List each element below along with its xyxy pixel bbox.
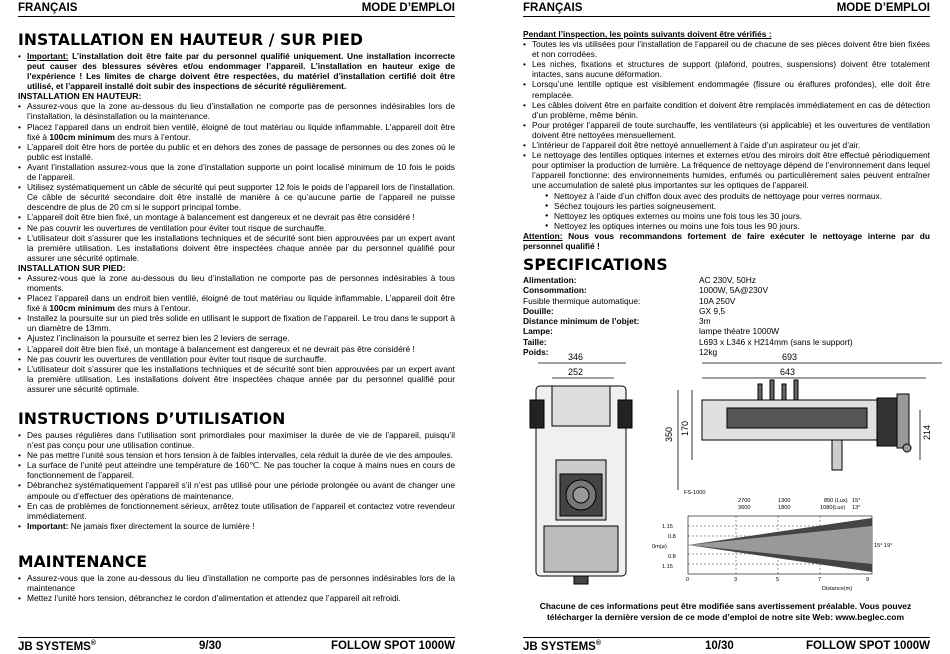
list-item: • Ajustez l’inclinaison la poursuite et serrez bien les 2 leviers de serrage. <box>18 333 455 343</box>
x-label: 5 <box>776 577 780 583</box>
hauteur-list <box>18 101 455 263</box>
instructions-section <box>18 411 455 531</box>
list-item: ● Nettoyez à l’aide d’un chiffon doux avec des produits de nettoyage pour verres normaux. <box>545 191 930 201</box>
list-item: • Pour protéger l’appareil de toute surchauffe, les ventilateurs (si applicable) et les ouvertures de ventilation doivent être nettoyées mensuellement. <box>523 120 930 140</box>
list-item: • Utilisez systématiquement un câble de sécurité qui peut supporter 12 fois le poids de l’appareil lors de l’installation. Ce câble de sécurité secondaire doit être installé de manière à ce qu’aucune partie de l’appareil ne puisse descendre de plus de 20 cm si le support principal tombe. <box>18 182 455 212</box>
x-axis-title: Distance(m) <box>822 586 853 592</box>
instructions-list <box>18 430 455 531</box>
spec-row: Douille: GX 9,5 <box>523 305 726 316</box>
list-item: • Le nettoyage des lentilles optiques internes et externes et/ou des miroirs doit être effectué périodiquement pour optimiser la production de lumière. La fréquence de nettoyage dépend de l’environnement dans lequel l’appareil fonctionne: des environnements humides, enfumés ou particulièrement sales peuvent entraîner une accumulation de saleté plus importantes sur les optiques de l’appareil. <box>523 150 930 190</box>
page-header <box>18 2 455 16</box>
page-header <box>523 2 930 16</box>
list-item: • Assurez-vous que la zone au-dessous du lieu d’installation ne comporte pas de personnes indésirables lors de la maintenance <box>18 573 455 593</box>
right-page <box>478 0 950 654</box>
dimension-label: 252 <box>568 367 584 377</box>
list-item: • L’appareil doit être hors de portée du public et en dehors des zones de passage de personnes ou des zones où le public est installé. <box>18 142 455 162</box>
footer-product: FOLLOW SPOT 1000W <box>806 640 930 652</box>
list-item: • Placez l’appareil dans un endroit bien ventilé, éloigné de tout matériau ou liquide inflammable. L’appareil doit être fixé à 100cm minimum des murs à l’entour. <box>18 293 455 313</box>
section-title-maintenance: MAINTENANCE <box>18 553 148 571</box>
front-view <box>530 386 632 584</box>
dimension-label: 214 <box>922 424 932 440</box>
cleaning-list <box>523 191 930 231</box>
left-content <box>18 32 455 394</box>
list-item: • Placez l’appareil dans un endroit bien ventilé, éloigné de tout matériau ou liquide inflammable. L’appareil doit être fixé à 100cm minimum des murs à l’entour. <box>18 122 455 142</box>
list-item: • Assurez-vous que la zone au-dessous du lieu d’installation ne comporte pas de personnes indésirables à tous moments. <box>18 273 455 293</box>
footer-rule <box>18 637 455 638</box>
spec-row: Consommation: 1000W, 5A@230V <box>523 285 769 296</box>
x-label: 3 <box>734 577 738 583</box>
list-item: ● Séchez toujours les parties soigneusement. <box>545 201 930 211</box>
footer-rule <box>523 637 930 638</box>
important-label: Important: <box>27 520 69 531</box>
angle-label: 15° <box>874 543 883 549</box>
dimension-label: 170 <box>680 420 690 436</box>
footer-page-number: 9/30 <box>199 640 222 652</box>
spec-row: Taille: L693 x L346 x H214mm (sans le support) <box>523 336 853 347</box>
maintenance-section <box>18 554 455 603</box>
section-title-installation: INSTALLATION EN HAUTEUR / SUR PIED <box>18 31 363 49</box>
list-item: • L’utilisateur doit s’assurer que les installations techniques et de sécurité sont bien approuvées par un expert avant la première utilisation. Les installations doivent être inspectées chaque année par du personnel qualifié pour assurer une sécurité optimale. <box>18 364 455 394</box>
list-item: • Assurez-vous que la zone au-dessous du lieu d’installation ne comporte pas de personnes indésirables lors de l’installation, la désinstallation ou la maintenance. <box>18 101 455 121</box>
maintenance-list <box>18 573 455 603</box>
important-note <box>18 51 455 91</box>
list-item: • Débranchez systématiquement l’appareil s’il n’est pas utilisé pour une période prolongée ou avant de changer une ampoule ou d’effectuer des opérations de maintenance. <box>18 480 455 500</box>
section-title-instructions: INSTRUCTIONS D’UTILISATION <box>18 410 286 428</box>
attention-note: Attention: Nous vous recommandons fortement de faire exécuter le nettoyage interne par du personnel qualifié ! <box>523 230 930 251</box>
lux-label: 2700 <box>738 498 751 504</box>
notice-text: Chacune de ces informations peut être modifiée sans avertissement préalable. Vous pouvez télécharger la dernière version de ce mode d’emploi de notre site Web: www.beglec.com <box>539 601 912 622</box>
important-list <box>18 51 455 91</box>
dimension-label: 350 <box>664 426 674 442</box>
lux-label: 850 (Lux) <box>824 498 848 504</box>
y-label: 0m(⌀) <box>652 544 667 550</box>
angle-label: 19° <box>884 543 893 549</box>
technical-drawing <box>522 350 942 600</box>
list-item: • En cas de problèmes de fonctionnement sérieux, arrêtez toute utilisation de l’appareil et contactez votre revendeur immédiatement. <box>18 501 455 521</box>
inspection-title: Pendant l’inspection, les points suivants doivent être vérifiés : <box>523 29 772 39</box>
list-item: • L’utilisateur doit s’assurer que les installations techniques et de sécurité sont bien approuvées par un expert avant la première utilisation. Les installations doivent être inspectées chaque année par du personnel qualifié pour assurer une sécurité optimale. <box>18 233 455 263</box>
list-item: • L’intérieur de l’appareil doit être nettoyé annuellement à l’aide d’un aspirateur ou jet d’air. <box>523 140 930 150</box>
inspection-list <box>523 39 930 190</box>
list-item: • Les niches, fixations et structures de support (plafond, poutres, suspensions) doivent être totalement intactes, sans aucune déformation. <box>523 59 930 79</box>
pied-list <box>18 273 455 394</box>
header-language: FRANÇAIS <box>523 2 583 14</box>
angle-label: 15° <box>852 498 861 504</box>
dimension-label: 643 <box>780 367 796 377</box>
important-label: Important: <box>27 51 69 61</box>
list-item: • Ne pas couvrir les ouvertures de ventilation pour éviter tout risque de surchauffe. <box>18 354 455 364</box>
lux-label: 3600 <box>738 505 751 511</box>
list-item: • L’appareil doit être bien fixé, un montage à balancement est dangereux et ne devrait pas être considéré ! <box>18 344 455 354</box>
list-item: • Important: Ne jamais fixer directement la source de lumière ! <box>18 521 455 531</box>
list-item: • Ne pas couvrir les ouvertures de ventilation pour éviter tout risque de surchauffe. <box>18 223 455 233</box>
list-item: • Avant l’installation assurez-vous que la zone d’installation supporte un point localisé minimum de 10 fois le poids de l’appareil. <box>18 162 455 182</box>
dimension-label: 693 <box>782 352 798 362</box>
list-item: • La surface de l’unité peut atteindre une température de 160℃. Ne pas toucher la coque à mains nues en cours de fonctionnement de l’appareil. <box>18 460 455 480</box>
footer-product: FOLLOW SPOT 1000W <box>331 640 455 652</box>
y-label: 1.15 <box>662 564 673 570</box>
list-item: • Installez la poursuite sur un pied très solide en utilisant le support de fixation de l’appareil. Le trou dans le support à un diamètre de 13mm. <box>18 313 455 333</box>
list-item: • Toutes les vis utilisées pour l’installation de l’appareil ou de chacune de ses pièces doivent être bien fixées et non corrodées. <box>523 39 930 59</box>
list-item: • L’appareil doit être bien fixé, un montage à balancement est dangereux et ne devrait pas être considéré ! <box>18 212 455 222</box>
header-title: MODE D’EMPLOI <box>361 2 455 14</box>
y-label: 0.8 <box>668 554 676 560</box>
specs-table <box>523 275 853 357</box>
x-label: 9 <box>866 577 870 583</box>
list-item: • Lorsqu’une lentille optique est visiblement endommagée (fissure ou éraflures profondes), elle doit être remplacée. <box>523 79 930 99</box>
specs-title-wrap <box>523 257 930 274</box>
list-item: • Ne pas mettre l’unité sous tension et hors tension à de faibles intervalles, cela réduit la durée de vie des ampoules. <box>18 450 455 460</box>
spec-row: Distance minimum de l’objet: 3m <box>523 316 711 327</box>
list-item: ● Nettoyez les optiques internes ou moins une fois tous les 90 jours. <box>545 221 930 231</box>
subsection-title-pied: INSTALLATION SUR PIED: <box>18 262 126 273</box>
header-rule <box>523 16 930 17</box>
important-text: L’installation doit être faite par du personnel qualifié uniquement. Une installation incorrecte peut causer des blessures sévères et/ou endommager l’appareil. L’installation en hauteur exige de l’expérience ! Les limites de charge doivent être respectées, du matériel d’installation certifié doit être utilisé, et l’appareil installé doit subir des inspections de sécurité régulièrement. <box>27 51 455 92</box>
list-item: ● Nettoyez les optiques externes ou moins une fois tous les 30 jours. <box>545 211 930 221</box>
chart-model: FS-1000 <box>684 490 706 496</box>
lux-label: 1080(Lux) <box>820 505 846 511</box>
list-item: • Les câbles doivent être en parfaite condition et doivent être remplacés immédiatement en cas de détection d’un problème, même bénin. <box>523 100 930 120</box>
list-item: • Des pauses régulières dans l’utilisation sont primordiales pour maximiser la durée de vie de l’appareil, puisqu’il n’est pas conçu pour une utilisation continue. <box>18 430 455 450</box>
angle-label: 13° <box>852 505 861 511</box>
y-label: 1.15 <box>662 524 673 530</box>
footer-brand: JB SYSTEMS® <box>523 640 602 653</box>
side-view <box>702 380 911 470</box>
x-label: 0 <box>686 577 690 583</box>
x-label: 7 <box>818 577 822 583</box>
list-item: • Mettez l’unité hors tension, débranchez le cordon d’alimentation et attendez que l’appareil ait refroidi. <box>18 593 455 603</box>
spec-row: Alimentation: AC 230V, 50Hz <box>523 275 756 285</box>
footer-page-number: 10/30 <box>705 640 734 652</box>
dimension-label: 346 <box>568 352 584 362</box>
inspection-section <box>523 29 930 251</box>
section-title-specifications: SPECIFICATIONS <box>523 256 668 274</box>
header-title: MODE D’EMPLOI <box>836 2 930 14</box>
footer-brand: JB SYSTEMS® <box>18 640 97 653</box>
y-label: 0.8 <box>668 534 676 540</box>
spec-row: Fusible thermique automatique: 10A 250V <box>523 295 736 306</box>
subsection-title-hauteur: INSTALLATION EN HAUTEUR: <box>18 91 142 102</box>
page-footer <box>18 640 455 654</box>
header-rule <box>18 16 455 17</box>
lux-label: 1300 <box>778 498 791 504</box>
lux-label: 1800 <box>778 505 791 511</box>
spec-row: Poids: 12kg <box>523 347 718 358</box>
spec-row: Lampe: lampe théatre 1000W <box>523 326 780 337</box>
page-footer <box>523 640 930 654</box>
photometric-chart <box>652 490 892 592</box>
header-language: FRANÇAIS <box>18 2 78 14</box>
